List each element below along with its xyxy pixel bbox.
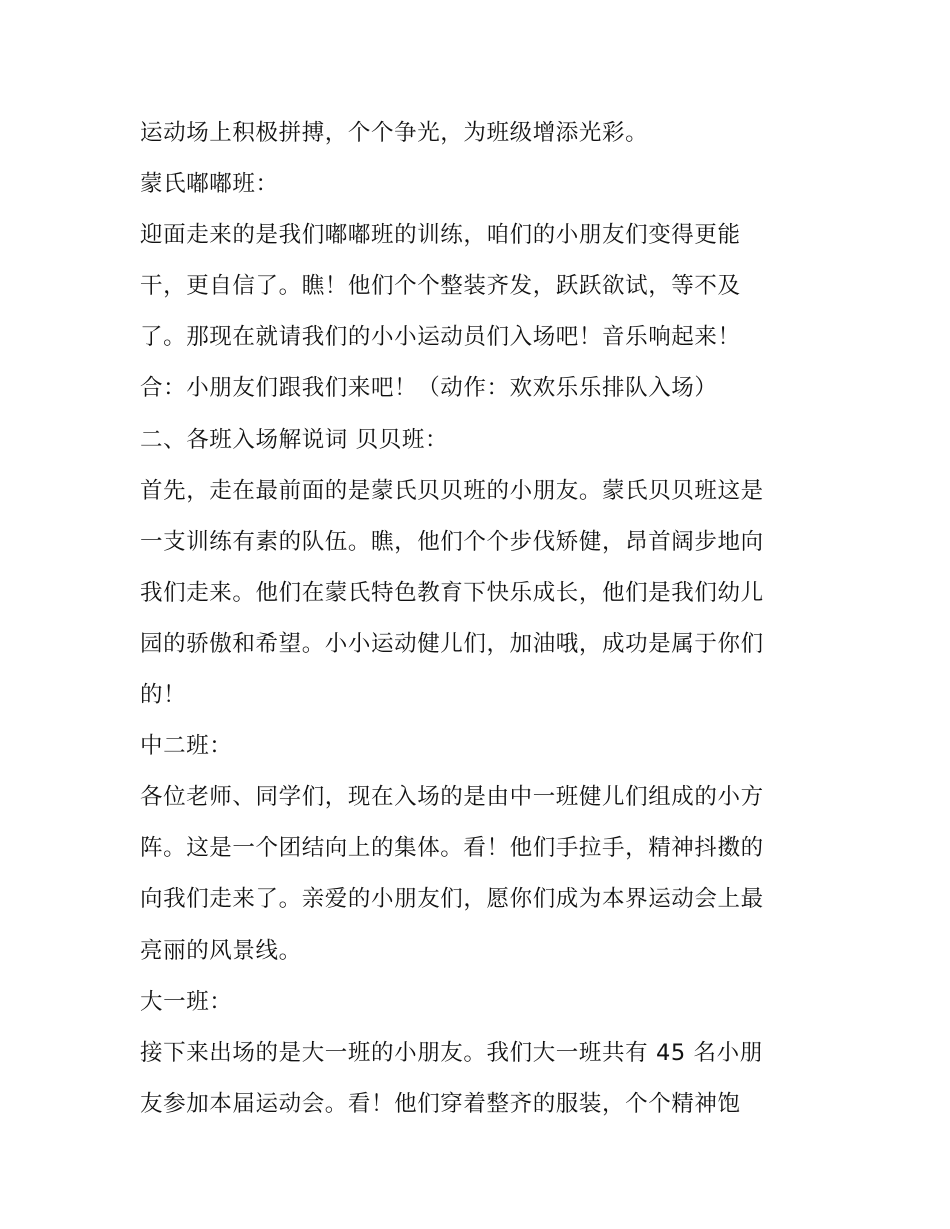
text-line: 阵。这是一个团结向上的集体。看！他们手拉手，精神抖擞的 [140,835,764,862]
text-line: 运动场上积极拼搏，个个争光，为班级增添光彩。 [140,120,649,146]
text-line: 园的骄傲和希望。小小运动健儿们，加油哦，成功是属于你们 [140,630,764,657]
text-line: 接下来出场的是大一班的小朋友。我们大一班共有 45 名小朋 [140,1039,763,1066]
section-heading: 中二班： [140,733,233,760]
text-line: 干，更自信了。瞧！他们个个整装齐发，跃跃欲试，等不及 [140,273,741,300]
text-line: 了。那现在就请我们的小小运动员们入场吧！音乐响起来！ [140,324,741,351]
text-line: 的！ [140,682,187,709]
document-body [140,108,820,1130]
text-line: 迎面走来的是我们嘟嘟班的训练，咱们的小朋友们变得更能 [140,222,741,249]
text-line: 向我们走来了。亲爱的小朋友们，愿你们成为本界运动会上最 [140,886,764,913]
text-line: 各位老师、同学们，现在入场的是由中一班健儿们组成的小方 [140,784,764,811]
text-line: 友参加本届运动会。看！他们穿着整齐的服装，个个精神饱 [140,1090,741,1117]
text-line: 我们走来。他们在蒙氏特色教育下快乐成长，他们是我们幼儿 [140,579,764,606]
text-line: 合：小朋友们跟我们来吧！（动作：欢欢乐乐排队入场） [140,375,718,402]
text-line: 亮丽的风景线。 [140,937,302,964]
text-line: 首先，走在最前面的是蒙氏贝贝班的小朋友。蒙氏贝贝班这是 [140,477,764,504]
section-heading: 二、各班入场解说词 贝贝班： [140,426,449,453]
section-heading: 蒙氏嘟嘟班： [140,171,279,198]
text-line: 一支训练有素的队伍。瞧，他们个个步伐矫健，昂首阔步地向 [140,528,764,555]
section-heading: 大一班： [140,988,233,1015]
